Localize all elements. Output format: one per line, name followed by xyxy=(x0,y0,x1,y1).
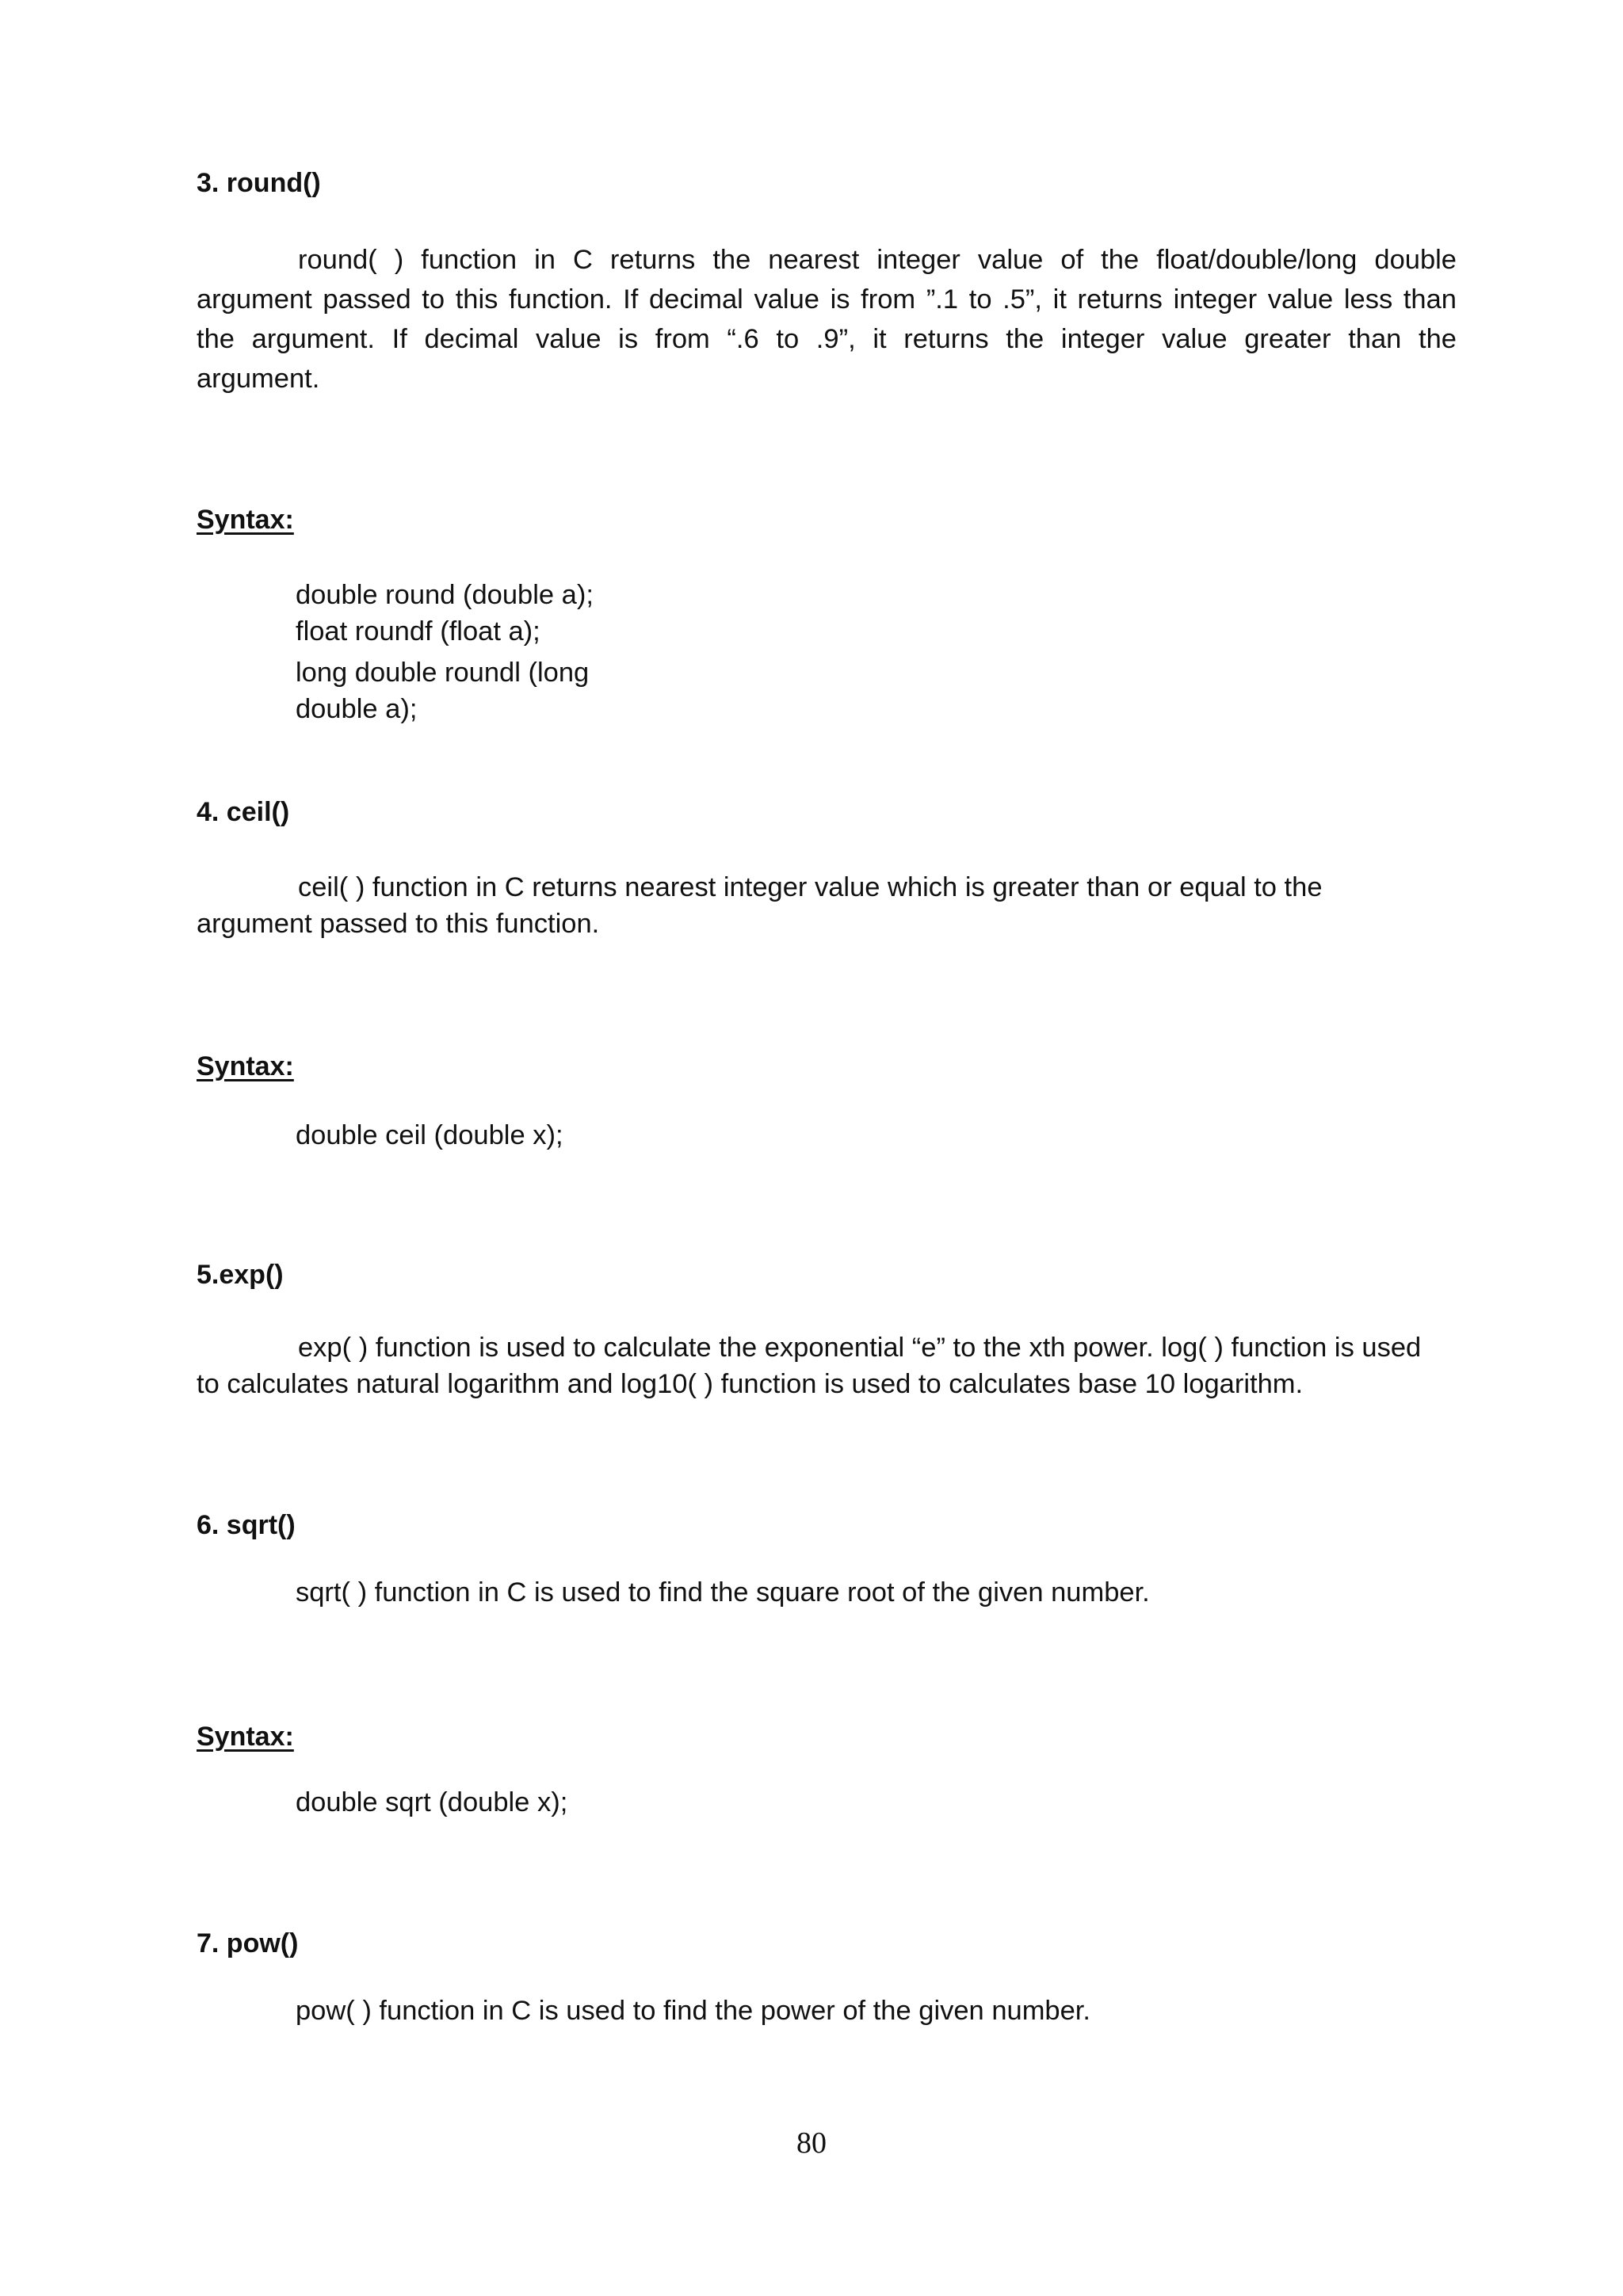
syntax-label-sqrt: Syntax: xyxy=(197,1722,294,1752)
pow-description: pow( ) function in C is used to find the power of the given number. xyxy=(296,1996,1090,2026)
round-syntax-block xyxy=(296,577,594,727)
ceil-description-line-1: ceil( ) function in C returns nearest integer value which is greater than or equal to the xyxy=(298,872,1323,902)
round-syntax-line-2: float roundf (float a); xyxy=(296,616,540,646)
round-description xyxy=(197,240,1457,399)
section-heading-ceil: 4. ceil() xyxy=(197,797,290,827)
ceil-description-line-2: argument passed to this function. xyxy=(197,909,600,939)
section-heading-pow: 7. pow() xyxy=(197,1928,299,1958)
page-number: 80 xyxy=(796,2126,827,2160)
round-description-line-2: argument passed to this function. If decimal value is from ”.1 to .5”, it returns integer value less than xyxy=(197,284,1457,315)
round-description-line-1: round( ) function in C returns the nearest integer value of the float/double/long double xyxy=(298,245,1457,275)
section-heading-exp: 5.exp() xyxy=(197,1260,284,1290)
round-syntax-line-4: double a); xyxy=(296,694,418,724)
round-description-line-3: the argument. If decimal value is from “.6 to .9”, it returns the integer value greater than the xyxy=(197,324,1457,354)
round-syntax-line-3: long double roundl (long xyxy=(296,658,590,688)
exp-description-line-2: to calculates natural logarithm and log10( ) function is used to calculates base 10 logarithm. xyxy=(197,1369,1304,1399)
sqrt-syntax-line-1: double sqrt (double x); xyxy=(296,1787,568,1817)
exp-description-line-1: exp( ) function is used to calculate the exponential “e” to the xth power. log( ) function is used xyxy=(298,1333,1422,1363)
exp-description xyxy=(197,1329,1457,1402)
sqrt-description: sqrt( ) function in C is used to find the square root of the given number. xyxy=(296,1577,1150,1608)
syntax-label-ceil: Syntax: xyxy=(197,1051,294,1081)
section-heading-round: 3. round() xyxy=(197,168,321,198)
ceil-description xyxy=(197,869,1457,942)
round-description-line-4: argument. xyxy=(197,364,320,394)
ceil-syntax-line-1: double ceil (double x); xyxy=(296,1120,563,1150)
syntax-label-round: Syntax: xyxy=(197,505,294,535)
section-heading-sqrt: 6. sqrt() xyxy=(197,1510,296,1540)
round-syntax-line-1: double round (double a); xyxy=(296,580,594,610)
